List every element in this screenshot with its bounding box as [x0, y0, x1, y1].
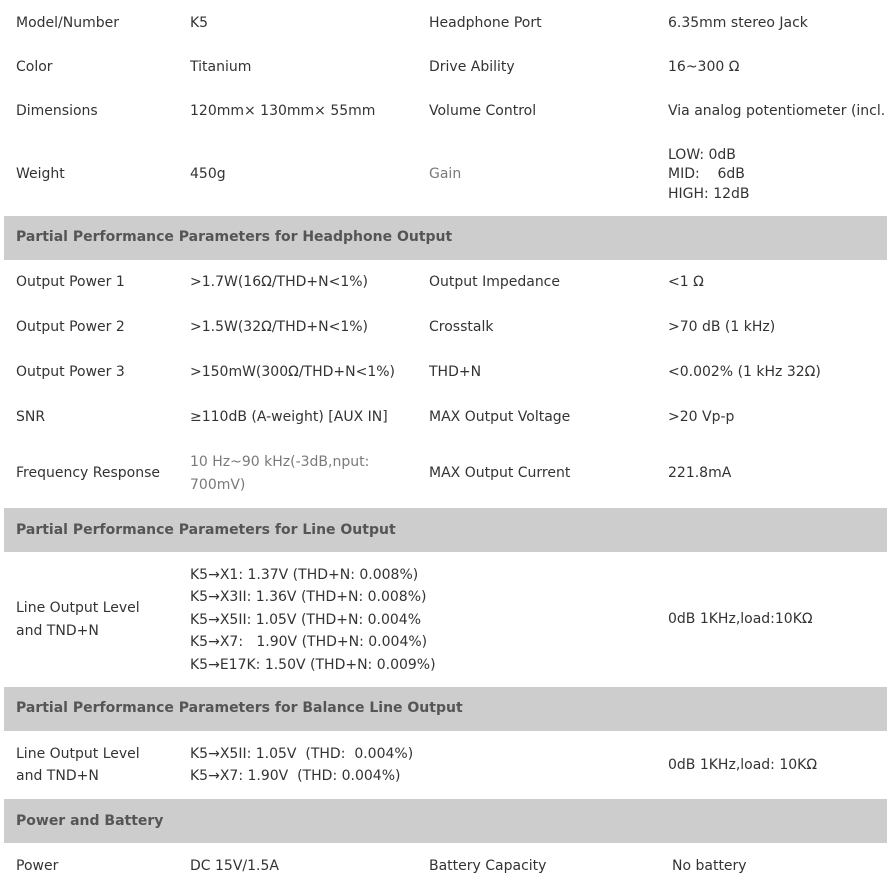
spec-label: Crosstalk [429, 319, 494, 335]
label-line-2: and TND+N [16, 622, 99, 639]
gain-mid: MID: 6dB [668, 166, 745, 182]
line-value-1: K5→X1: 1.37V (THD+N: 0.008%) [190, 566, 419, 583]
spec-row-frequency-response [4, 439, 887, 508]
balance-value-1: K5→X5II: 1.05V (THD: 0.004%) [190, 745, 414, 762]
line-value-4: K5→X7: 1.90V (THD+N: 0.004%) [190, 634, 428, 650]
spec-value: Titanium [190, 59, 252, 75]
spec-value: 16~300 Ω [668, 59, 740, 75]
section-line-output [4, 508, 887, 553]
spec-row-model [4, 1, 887, 46]
spec-value: >1.7W(16Ω/THD+N<1%) [190, 274, 368, 290]
spec-label: MAX Output Voltage [429, 408, 571, 425]
spec-row-color [4, 46, 887, 90]
spec-label: Headphone Port [429, 14, 542, 31]
spec-value: ≥110dB (A-weight) [AUX IN] [190, 408, 388, 425]
spec-value: 120mm× 130mm× 55mm [190, 103, 376, 119]
spec-label: Drive Ability [429, 59, 515, 75]
section-headphone-output [4, 216, 887, 261]
spec-label: Power [16, 857, 59, 874]
spec-row-output-power-3 [4, 350, 887, 395]
spec-value: >150mW(300Ω/THD+N<1%) [190, 364, 395, 380]
spec-value: 450g [190, 166, 226, 183]
spec-row-power [4, 844, 887, 889]
spec-label: Model/Number [16, 14, 119, 31]
spec-label: Output Power 2 [16, 319, 125, 335]
spec-row-output-power-1 [4, 260, 887, 305]
spec-table [4, 0, 887, 889]
spec-label: Gain [429, 166, 462, 183]
spec-label: Color [16, 59, 53, 75]
spec-label [4, 731, 178, 799]
section-title: Partial Performance Parameters for Line Output [4, 508, 887, 553]
line-value-3: K5→X5II: 1.05V (THD+N: 0.004% [190, 611, 422, 628]
spec-label: THD+N [429, 364, 482, 380]
spec-value: >20 Vp-p [668, 408, 735, 425]
spec-label: Output Impedance [429, 274, 560, 290]
spec-row-dimensions [4, 90, 887, 134]
spec-value: K5 [190, 14, 209, 31]
spec-label: Frequency Response [16, 465, 161, 482]
freq-line-2: 700mV) [190, 476, 246, 493]
section-balance-line-output [4, 687, 887, 732]
line-value-5: K5→E17K: 1.50V (THD+N: 0.009%) [190, 656, 436, 673]
balance-output-values [178, 731, 656, 799]
freq-line-1: 10 Hz~90 kHz(-3dB,nput: [190, 454, 370, 471]
spec-row-output-power-2 [4, 305, 887, 350]
spec-value: 0dB 1KHz,load: 10KΩ [668, 756, 818, 773]
spec-row-weight [4, 134, 887, 216]
spec-label: Weight [16, 166, 65, 183]
gain-low: LOW: 0dB [668, 146, 736, 163]
spec-label: MAX Output Current [429, 465, 571, 482]
spec-value [178, 439, 417, 508]
label-line-1: Line Output Level [16, 600, 140, 617]
spec-value: 0dB 1KHz,load:10KΩ [668, 611, 813, 628]
spec-value: 6.35mm stereo Jack [668, 14, 808, 31]
spec-label: Volume Control [429, 103, 537, 119]
gain-values [656, 134, 887, 216]
spec-value: <1 Ω [668, 274, 704, 290]
spec-row-line-output-level [4, 553, 887, 687]
spec-value: >70 dB (1 kHz) [668, 319, 776, 335]
spec-label: Output Power 3 [16, 364, 125, 380]
section-title: Partial Performance Parameters for Balance Line Output [4, 687, 887, 732]
spec-label [4, 553, 178, 687]
spec-label: Battery Capacity [429, 857, 547, 874]
spec-value: No battery [672, 857, 747, 874]
spec-value: >1.5W(32Ω/THD+N<1%) [190, 319, 368, 335]
gain-high: HIGH: 12dB [668, 185, 750, 202]
section-power-battery [4, 799, 887, 844]
spec-label: SNR [16, 408, 46, 425]
spec-value: <0.002% (1 kHz 32Ω) [668, 364, 821, 380]
spec-row-balance-line-output-level [4, 731, 887, 799]
section-title: Partial Performance Parameters for Headphone Output [4, 216, 887, 261]
label-line-2: and TND+N [16, 768, 99, 785]
spec-value: 221.8mA [668, 465, 732, 482]
label-line-1: Line Output Level [16, 745, 140, 762]
spec-value: Via analog potentiometer (incl. [668, 103, 886, 119]
balance-value-2: K5→X7: 1.90V (THD: 0.004%) [190, 768, 401, 785]
spec-label: Output Power 1 [16, 274, 125, 290]
spec-value: DC 15V/1.5A [190, 857, 279, 874]
line-value-2: K5→X3II: 1.36V (THD+N: 0.008%) [190, 589, 427, 605]
section-title: Power and Battery [4, 799, 887, 844]
spec-row-snr [4, 395, 887, 439]
line-output-values [178, 553, 656, 687]
spec-label: Dimensions [16, 103, 98, 119]
